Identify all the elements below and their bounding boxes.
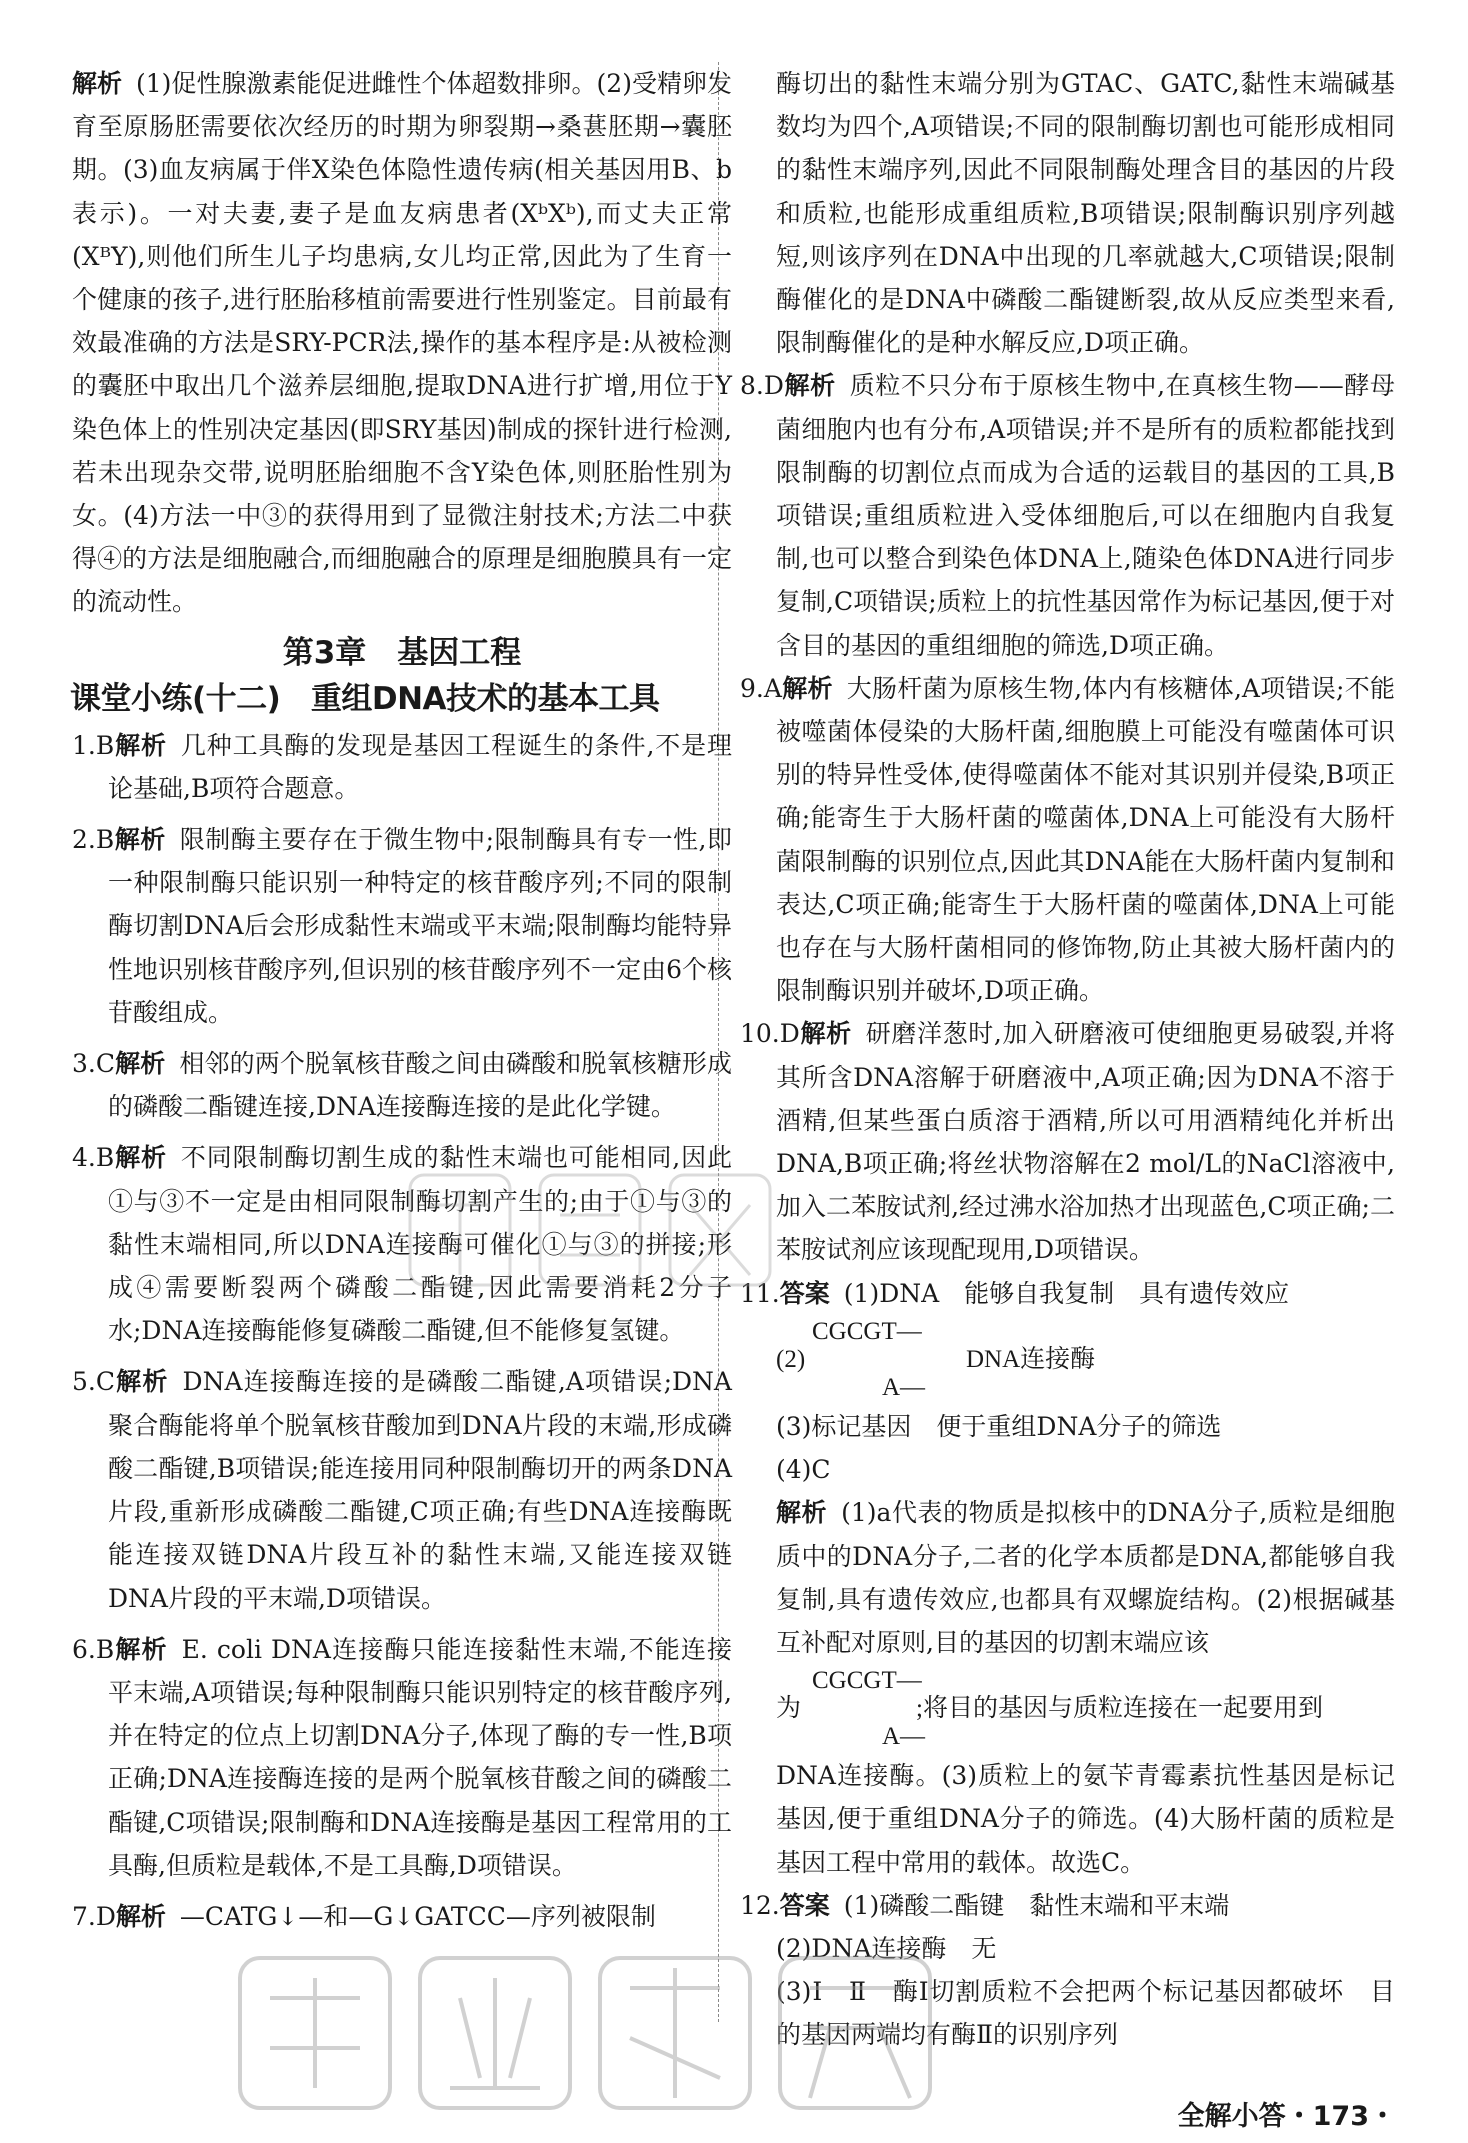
item-text: DNA连接酶连接的是磷酸二酯键,A项错误;DNA聚合酶能将单个脱氧核苷酸加到DNA片段的末端,形成磷酸二酯键,B项错误;能连接用同种限制酶切开的两条DNA片段,重新形成磷酸二酯键,C项正确;有些DNA连接酶既能连接双链DNA片段互补的黏性末端,又能连接双链DNA片段的平末端,D项错误。	[108, 1367, 732, 1613]
analysis-label: 解析	[114, 730, 167, 760]
answer-part-1: (1)磷酸二酯键 黏性末端和平末端	[843, 1890, 1230, 1920]
analysis-label: 解析	[799, 1019, 852, 1049]
answer-item-12	[740, 1884, 1395, 2057]
analysis-text: (1)促性腺激素能促进雌性个体超数排卵。(2)受精卵发育至原肠胚需要依次经历的时期为卵裂期→桑葚胚期→囊胚期。(3)血友病属于伴X染色体隐性遗传病(相关基因用B、b表示)。一对夫妻,妻子是血友病患者(XᵇXᵇ),而丈夫正常(XᴮY),则他们所生儿子均患病,女儿均正常,因此为了生育一个健康的孩子,进行胚胎移植前需要进行性别鉴定。目前最有效最准确的方法是SRY-PCR法,操作的基本程序是:从被检测的囊胚中取出几个滋养层细胞,提取DNA进行扩增,用位于Y染色体上的性别决定基因(即SRY基因)制成的探针进行检测,若未出现杂交带,说明胚胎细胞不含Y染色体,则胚胎性别为女。(4)方法一中③的获得用到了显微注射技术;方法二中获得④的方法是细胞融合,而细胞融合的原理是细胞膜具有一定的流动性。	[72, 69, 732, 617]
fragment-top-strand: CGCGT—	[812, 1667, 922, 1695]
item-number: 5.C	[72, 1367, 115, 1397]
analysis-label: 解析	[72, 69, 123, 98]
item-text: 大肠杆菌为原核生物,体内有核糖体,A项错误;不能被噬菌体侵染的大肠杆菌,细胞膜上可能没有噬菌体可识别的特异性受体,使得噬菌体不能对其识别并侵染,B项正确;能寄生于大肠杆菌的噬菌体,DNA上可能没有大肠杆菌限制酶的识别位点,因此其DNA能在大肠杆菌内复制和表达,C项正确;能寄生于大肠杆菌的噬菌体,DNA上可能也存在与大肠杆菌相同的修饰物,防止其被大肠杆菌内的限制酶识别并破坏,D项正确。	[776, 673, 1395, 1006]
lesson-title: 课堂小练(十二) 重组DNA技术的基本工具	[70, 680, 660, 717]
item-number: 9.A	[740, 673, 782, 703]
item-number: 12.	[740, 1890, 780, 1920]
analysis-label: 解析	[115, 1901, 166, 1931]
answer-part-2: DNA连接酶	[966, 1345, 1096, 1373]
chapter-title: 第3章 基因工程	[282, 634, 522, 671]
answer-item-8	[740, 364, 1395, 666]
answer-item-3	[72, 1042, 732, 1128]
left-column	[72, 62, 732, 1938]
page-footer: 全解小答・173・	[1177, 2101, 1396, 2132]
answer-item-1	[72, 724, 732, 810]
item-7-continued: 酶切出的黏性末端分别为GTAC、GATC,黏性末端碱基数均为四个,A项错误;不同的限制酶切割也可能形成相同的黏性末端序列,因此不同限制酶处理含目的基因的片段和质粒,也能形成重组质粒,B项错误;限制酶识别序列越短,则该序列在DNA中出现的几率就越大,C项错误;限制酶催化的是DNA中磷酸二酯键断裂,故从反应类型来看,限制酶催化的是种水解反应,D项正确。	[776, 69, 1395, 358]
item-number: 11.	[740, 1278, 780, 1308]
analysis-label: 解析	[114, 1143, 167, 1173]
answer-item-5	[72, 1360, 732, 1619]
item-text: 不同限制酶切割生成的黏性末端也可能相同,因此①与③不一定是由相同限制酶切割产生的;由于①与③的黏性末端相同,所以DNA连接酶可催化①与③的拼接;形成④需要断裂两个磷酸二酯键,因此需要消耗2分子水;DNA连接酶能修复磷酸二酯键,但不能修复氢键。	[108, 1143, 732, 1346]
answer-item-9	[740, 667, 1395, 1013]
answer-item-10	[740, 1012, 1395, 1271]
answer-part-3: (3)Ⅰ Ⅱ 酶Ⅰ切割质粒不会把两个标记基因都破坏 目的基因两端均有酶Ⅱ的识别序列	[776, 1977, 1395, 2050]
fragment-bottom-strand: A—	[882, 1373, 926, 1401]
analysis-label: 解析	[114, 825, 166, 855]
item-text: 限制酶主要存在于微生物中;限制酶具有专一性,即一种限制酶只能识别一种特定的核苷酸序列;不同的限制酶切割DNA后会形成黏性末端或平末端;限制酶均能特异性地识别核苷酸序列,但识别的核苷酸序列不一定由6个核苷酸组成。	[108, 825, 732, 1027]
answer-item-7	[72, 1895, 732, 1938]
item-number: 1.B	[72, 730, 115, 760]
item-number: 4.B	[72, 1143, 115, 1173]
analysis-paragraph	[72, 62, 732, 624]
analysis-label: 解析	[114, 1049, 166, 1079]
answer-item-11	[740, 1272, 1395, 1884]
answer-label: 答案	[779, 1890, 830, 1920]
fragment-bottom-strand: A—	[882, 1723, 926, 1751]
item-text: 质粒不只分布于原核生物中,在真核生物——酵母菌细胞内也有分布,A项错误;并不是所有的质粒都能找到限制酶的切割位点而成为合适的运载目的基因的工具,B项错误;重组质粒进入受体细胞后,可以在细胞内自我复制,也可以整合到染色体DNA上,随染色体DNA进行同步复制,C项错误;质粒上的抗性基因常作为标记基因,便于对含目的基因的重组细胞的筛选,D项正确。	[776, 371, 1395, 660]
analysis-text: (1)a代表的物质是拟核中的DNA分子,质粒是细胞质中的DNA分子,二者的化学本质都是DNA,都能够自我复制,具有遗传效应,也都具有双螺旋结构。(2)根据碱基互补配对原则,目的基因的切割末端应该	[776, 1498, 1395, 1657]
item-number: 10.D	[740, 1019, 800, 1049]
analysis-label: 解析	[114, 1367, 169, 1397]
right-column	[740, 62, 1395, 2057]
analysis-label: 解析	[783, 371, 836, 401]
analysis-inline: ;将目的基因与质粒连接在一起要用到	[916, 1695, 1323, 1723]
fragment-prefix: 为	[776, 1695, 802, 1723]
analysis-label: 解析	[781, 673, 833, 703]
sticky-end-fragment-2	[776, 1664, 1395, 1754]
fragment-top-strand: CGCGT—	[812, 1317, 922, 1345]
analysis-label: 解析	[776, 1498, 828, 1528]
item-text: 研磨洋葱时,加入研磨液可使细胞更易破裂,并将其所含DNA溶解于研磨液中,A项正确;因为DNA不溶于酒精,但某些蛋白质溶于酒精,所以可用酒精纯化并析出DNA,B项正确;将丝状物溶解在2 mol/L的NaCl溶液中,加入二苯胺试剂,经过沸水浴加热才出现蓝色,C项正确;二苯胺试剂应该现配现用,D项错误。	[776, 1019, 1395, 1265]
item-text: 相邻的两个脱氧核苷酸之间由磷酸和脱氧核糖形成的磷酸二酯键连接,DNA连接酶连接的是此化学键。	[108, 1049, 732, 1122]
analysis-label: 解析	[114, 1634, 168, 1664]
item-text: 几种工具酶的发现是基因工程诞生的条件,不是理论基础,B项符合题意。	[108, 730, 732, 803]
answer-part-1: (1)DNA 能够自我复制 具有遗传效应	[843, 1278, 1290, 1308]
answer-item-6	[72, 1628, 732, 1887]
answer-item-4	[72, 1136, 732, 1352]
item-number: 2.B	[72, 825, 115, 855]
item-number: 3.C	[72, 1049, 115, 1079]
analysis-text-2: DNA连接酶。(3)质粒上的氨苄青霉素抗性基因是标记基因,便于重组DNA分子的筛选。(4)大肠杆菌的质粒是基因工程中常用的载体。故选C。	[776, 1761, 1395, 1877]
answer-item-2	[72, 818, 732, 1034]
item-number: 7.D	[72, 1901, 116, 1931]
item-number: 8.D	[740, 371, 784, 401]
answer-part-2-label: (2)	[776, 1345, 806, 1373]
item-number: 6.B	[72, 1634, 115, 1664]
answer-part-2: (2)DNA连接酶 无	[776, 1933, 997, 1963]
item-text: E. coli DNA连接酶只能连接黏性末端,不能连接平末端,A项错误;每种限制酶只能识别特定的核苷酸序列,并在特定的位点上切割DNA分子,体现了酶的专一性,B项正确;DNA连接酶连接的是两个脱氧核苷酸之间的磷酸二酯键,C项错误;限制酶和DNA连接酶是基因工程常用的工具酶,但质粒是载体,不是工具酶,D项错误。	[108, 1634, 732, 1880]
item-text: —CATG↓—和—G↓GATCC—序列被限制	[179, 1901, 656, 1931]
answer-part-4: (4)C	[776, 1455, 831, 1485]
sticky-end-fragment	[776, 1315, 1395, 1405]
answer-label: 答案	[779, 1278, 830, 1308]
answer-part-3: (3)标记基因 便于重组DNA分子的筛选	[776, 1411, 1222, 1441]
